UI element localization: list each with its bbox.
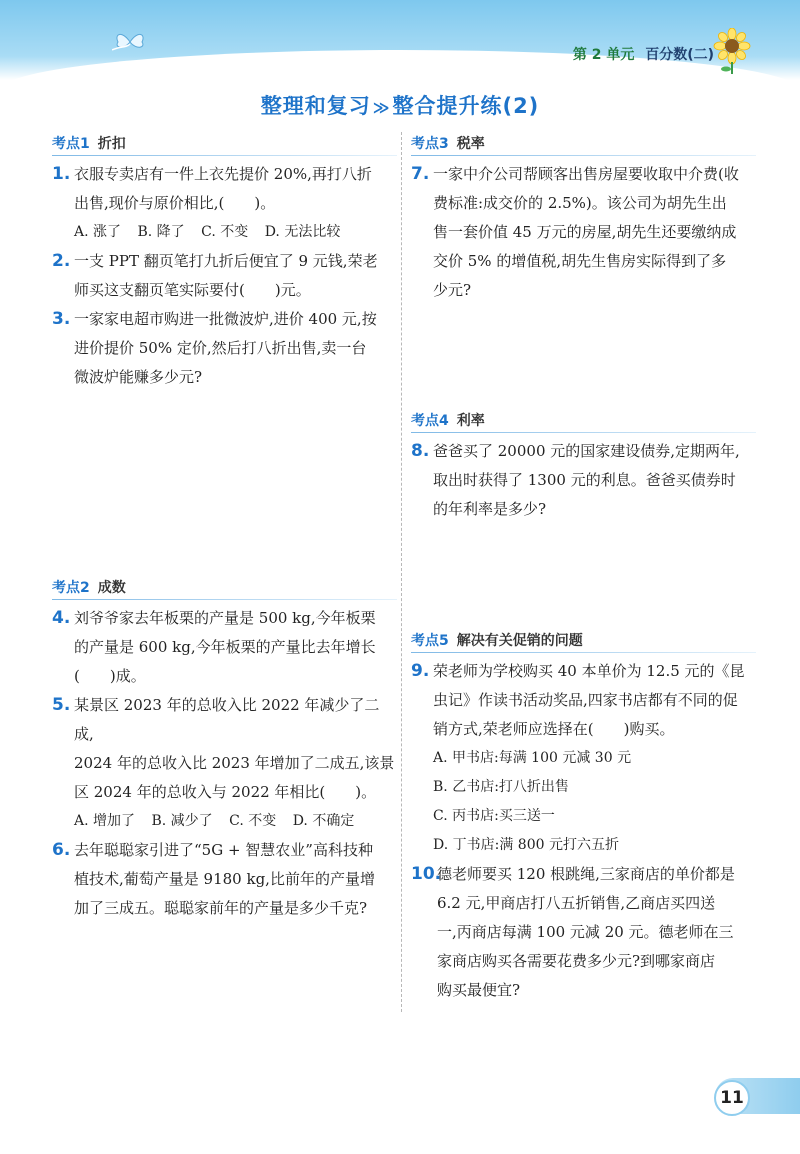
q5-option-c: C. 不变	[229, 813, 277, 829]
q2-line: 师买这支翻页笔实际要付( )元。	[74, 281, 311, 299]
question-1	[52, 160, 397, 218]
kp2-name: 成数	[97, 580, 126, 596]
unit-label: 第 2 单元	[572, 47, 635, 63]
q7-line: 交价 5% 的增值税,胡先生售房实际得到了多	[433, 252, 727, 270]
kp5-tag: 考点5	[411, 633, 449, 649]
q4-number: 4.	[52, 608, 71, 628]
q4-line: 刘爷爷家去年板栗的产量是 500 kg,今年板栗	[74, 609, 376, 627]
q10-line: 购买最便宜?	[437, 981, 521, 999]
q7-number: 7.	[411, 164, 430, 184]
question-5	[52, 691, 397, 807]
column-divider	[401, 132, 402, 1012]
q2-number: 2.	[52, 251, 71, 271]
kp5-name: 解决有关促销的问题	[456, 633, 583, 649]
q8-line: 爸爸买了 20000 元的国家建设债券,定期两年,	[433, 442, 740, 460]
q7-line: 一家中介公司帮顾客出售房屋要收取中介费(收	[433, 165, 739, 183]
right-column-bottom	[411, 630, 756, 1005]
q9-option-d: D. 丁书店:满 800 元打六五折	[433, 837, 619, 853]
kp3-name: 税率	[456, 136, 485, 152]
q4-line: ( )成。	[74, 667, 146, 685]
q9-line: 销方式,荣老师应选择在( )购买。	[433, 720, 675, 738]
q9-options	[411, 744, 756, 860]
q9-option-a: A. 甲书店:每满 100 元减 30 元	[433, 750, 632, 766]
title-main: 整理和复习	[260, 94, 371, 118]
q2-line: 一支 PPT 翻页笔打九折后便宜了 9 元钱,荣老	[74, 252, 378, 270]
q10-line: 6.2 元,甲商店打八五折销售,乙商店买四送	[437, 894, 716, 912]
q8-number: 8.	[411, 441, 430, 461]
q6-number: 6.	[52, 840, 71, 860]
section-kp5	[411, 630, 756, 653]
section-kp3	[411, 133, 756, 156]
kp4-tag: 考点4	[411, 413, 449, 429]
q9-line: 虫记》作读书活动奖品,四家书店都有不同的促	[433, 691, 738, 709]
q3-number: 3.	[52, 309, 71, 329]
q5-number: 5.	[52, 695, 71, 715]
q9-line: 荣老师为学校购买 40 本单价为 12.5 元的《昆	[433, 662, 745, 680]
q3-line: 一家家电超市购进一批微波炉,进价 400 元,按	[74, 310, 377, 328]
page-number: 11	[714, 1080, 750, 1116]
q1-option-b: B. 降了	[137, 224, 185, 240]
q1-line: 出售,现价与原价相比,( )。	[74, 194, 276, 212]
q7-line: 售一套价值 45 万元的房屋,胡先生还要缴纳成	[433, 223, 737, 241]
q5-line: 某景区 2023 年的总收入比 2022 年减少了二成,	[74, 696, 380, 743]
q5-option-d: D. 不确定	[292, 813, 355, 829]
left-column-top	[52, 133, 397, 392]
kp4-name: 利率	[456, 413, 485, 429]
q6-line: 植技术,葡萄产量是 9180 kg,比前年的产量增	[74, 870, 375, 888]
q10-number: 10.	[411, 864, 442, 884]
q7-line: 费标准:成交价的 2.5%)。该公司为胡先生出	[433, 194, 727, 212]
q1-option-d: D. 无法比较	[264, 224, 341, 240]
q9-option-c: C. 丙书店:买三送一	[433, 808, 555, 824]
q1-option-c: C. 不变	[201, 224, 249, 240]
q1-options	[52, 218, 397, 247]
question-10	[411, 860, 756, 1005]
q1-option-a: A. 涨了	[74, 224, 122, 240]
sunflower-icon	[712, 28, 752, 74]
page-title	[0, 90, 800, 120]
question-7	[411, 160, 756, 305]
unit-heading	[573, 44, 714, 64]
kp1-tag: 考点1	[52, 136, 90, 152]
q9-option-b: B. 乙书店:打八折出售	[433, 779, 569, 795]
q10-line: 家商店购买各需要花费多少元?到哪家商店	[437, 952, 716, 970]
section-kp2	[52, 577, 397, 600]
q6-line: 加了三成五。聪聪家前年的产量是多少千克?	[74, 899, 368, 917]
question-8	[411, 437, 756, 524]
question-2	[52, 247, 397, 305]
kp2-tag: 考点2	[52, 580, 90, 596]
q7-line: 少元?	[433, 281, 472, 299]
q8-line: 的年利率是多少?	[433, 500, 547, 518]
question-3	[52, 305, 397, 392]
unit-title: 百分数(二)	[645, 47, 714, 63]
q6-line: 去年聪聪家引进了“5G + 智慧农业”高科技种	[74, 841, 373, 859]
q8-line: 取出时获得了 1300 元的利息。爸爸买债券时	[433, 471, 736, 489]
q10-line: 德老师要买 120 根跳绳,三家商店的单价都是	[437, 865, 735, 883]
q9-number: 9.	[411, 661, 430, 681]
q3-line: 进价提价 50% 定价,然后打八折出售,卖一台	[74, 339, 367, 357]
question-4	[52, 604, 397, 691]
q5-option-b: B. 减少了	[151, 813, 213, 829]
q4-line: 的产量是 600 kg,今年板栗的产量比去年增长	[74, 638, 376, 656]
q10-line: 一,丙商店每满 100 元减 20 元。德老师在三	[437, 923, 734, 941]
right-column-top	[411, 133, 756, 305]
q1-line: 衣服专卖店有一件上衣先提价 20%,再打八折	[74, 165, 372, 183]
question-6	[52, 836, 397, 923]
q5-option-a: A. 增加了	[74, 813, 136, 829]
question-9	[411, 657, 756, 744]
kp1-name: 折扣	[97, 136, 126, 152]
right-column-middle	[411, 410, 756, 524]
q5-line: 2024 年的总收入比 2023 年增加了二成五,该景	[74, 754, 395, 772]
kp3-tag: 考点3	[411, 136, 449, 152]
q1-number: 1.	[52, 164, 71, 184]
section-kp4	[411, 410, 756, 433]
section-kp1	[52, 133, 397, 156]
q3-line: 微波炉能赚多少元?	[74, 368, 203, 386]
left-column-bottom	[52, 577, 397, 923]
butterfly-icon	[112, 30, 148, 52]
title-sub: 整合提升练(2)	[392, 94, 540, 118]
q5-line: 区 2024 年的总收入与 2022 年相比( )。	[74, 783, 377, 801]
title-separator: ≫	[372, 98, 391, 117]
q5-options	[52, 807, 397, 836]
